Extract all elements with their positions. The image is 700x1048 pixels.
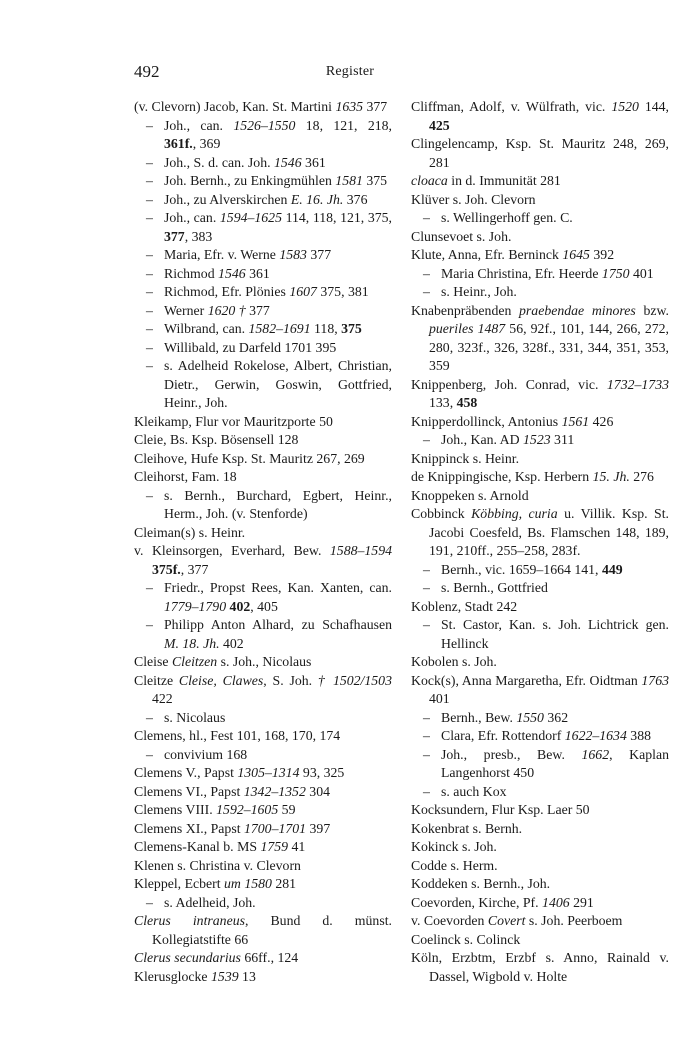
index-entry: Clerus intraneus, Bund d. münst. Kollegiatstifte 66 <box>134 913 392 947</box>
index-subentry: – Richmod, Efr. Plönies 1607 375, 381 <box>134 283 392 302</box>
index-entry: Coevorden, Kirche, Pf. 1406 291 <box>411 894 594 910</box>
index-entry: Klute, Anna, Efr. Berninck 1645 392 <box>411 247 615 262</box>
dash-marker: – <box>146 284 153 299</box>
index-entry: Clemens, hl., Fest 101, 168, 170, 174 <box>134 728 341 743</box>
index-entry: v. Coevorden Covert s. Joh. Peerboem <box>411 913 623 928</box>
dash-marker: – <box>146 339 153 355</box>
index-subentry: – s. auch Kox <box>411 783 669 802</box>
index-entry: Cleitze Cleise, Clawes, S. Joh. † 1502/1503 422 <box>134 672 392 706</box>
index-entry: Cleihorst, Fam. 18 <box>134 469 237 484</box>
index-entry: Knoppeken s. Arnold <box>411 487 529 503</box>
dash-marker: – <box>146 487 153 503</box>
dash-marker: – <box>146 117 153 133</box>
dash-marker: – <box>146 210 153 225</box>
dash-marker: – <box>423 728 430 743</box>
dash-marker: – <box>423 432 430 447</box>
index-entry: v. Kleinsorgen, Everhard, Bew. 1588–1594 375f., 377 <box>134 543 392 577</box>
index-subentry: – Wilbrand, can. 1582–1691 118, 375 <box>134 320 392 339</box>
index-entry: Knippinck s. Heinr. <box>411 450 520 466</box>
dash-marker: – <box>423 783 430 799</box>
index-entry: Klüver s. Joh. Clevorn <box>411 191 536 207</box>
dash-marker: – <box>423 580 430 595</box>
index-subentry: – Joh., S. d. can. Joh. 1546 361 <box>134 154 392 173</box>
index-entry: Köln, Erzbtm, Erzbf s. Anno, Rainald v. Dassel, Wigbold v. Holte <box>411 950 669 984</box>
index-entry: Clemens XI., Papst 1700–1701 397 <box>134 820 331 836</box>
index-subentry: – Friedr., Propst Rees, Kan. Xanten, can. 1779–1790 402, 405 <box>146 580 392 614</box>
index-entry: Cleie, Bs. Ksp. Bösensell 128 <box>134 432 299 447</box>
index-subentry: – Joh., presb., Bew. 1662, Kaplan Langenhorst 450 <box>423 746 669 780</box>
index-entry: Kobolen s. Joh. <box>411 654 497 669</box>
index-entry: Cobbinck Köbbing, curia u. Villik. Ksp. St. Jacobi Coesfeld, Bs. Flamschen 148, 189, 191, 210ff., 255–258, 283f. <box>411 506 669 558</box>
index-entry: Clemens-Kanal b. MS 1759 41 <box>134 839 306 854</box>
dash-marker: – <box>146 321 153 336</box>
index-subentry: – Joh., Kan. AD 1523 311 <box>411 431 669 450</box>
index-entry: Cleiman(s) s. Heinr. <box>134 524 246 540</box>
dash-marker: – <box>423 265 430 281</box>
index-entry: Cliffman, Adolf, v. Wülfrath, vic. 1520 144, 425 <box>411 99 670 133</box>
index-subentry: – convivium 168 <box>134 746 392 765</box>
index-subentry: – Joh. Bernh., zu Enkingmühlen 1581 375 <box>134 172 392 191</box>
dash-marker: – <box>146 302 153 318</box>
index-subentry: – Philipp Anton Alhard, zu Schafhausen M. 18. Jh. 402 <box>146 617 392 651</box>
running-title: Register <box>325 64 375 79</box>
index-entry: (v. Clevorn) Jacob, Kan. St. Martini 1635 377 <box>134 99 388 114</box>
dash-marker: – <box>423 746 430 762</box>
index-subentry: – s. Bernh., Gottfried <box>411 579 669 598</box>
index-entry: Clemens VIII. 1592–1605 59 <box>134 802 296 817</box>
dash-marker: – <box>146 247 153 262</box>
index-entry: Kleikamp, Flur vor Mauritzporte 50 <box>134 413 333 429</box>
index-entry: Clemens VI., Papst 1342–1352 304 <box>134 783 330 799</box>
index-entry: Coelinck s. Colinck <box>411 931 521 947</box>
index-subentry: – Willibald, zu Darfeld 1701 395 <box>134 339 392 358</box>
index-entry: Clerus secundarius 66ff., 124 <box>134 950 299 965</box>
index-entry: Kleppel, Ecbert um 1580 281 <box>134 876 297 891</box>
dash-marker: – <box>146 617 153 632</box>
index-entry: Cleihove, Hufe Ksp. St. Mauritz 267, 269 <box>134 450 365 466</box>
index-entry: Cleise Cleitzen s. Joh., Nicolaus <box>134 654 312 669</box>
index-subentry: – Richmod 1546 361 <box>134 265 392 284</box>
index-subentry: – Werner 1620 † 377 <box>134 302 392 321</box>
index-subentry: – s. Bernh., Burchard, Egbert, Heinr., Herm., Joh. (v. Stenforde) <box>146 487 392 521</box>
dash-marker: – <box>423 210 430 225</box>
index-subentry: – Bernh., vic. 1659–1664 141, 449 <box>411 561 669 580</box>
index-subentry: – Joh., can. 1526–1550 18, 121, 218, 361f., 369 <box>146 117 392 151</box>
index-entry: Clemens V., Papst 1305–1314 93, 325 <box>134 765 345 780</box>
dash-marker: – <box>146 894 153 910</box>
index-entry: Knippenberg, Joh. Conrad, vic. 1732–1733 133, 458 <box>411 376 669 410</box>
index-column-left <box>134 98 392 986</box>
index-subentry: – s. Adelheid, Joh. <box>134 894 392 913</box>
index-entry: Clunsevoet s. Joh. <box>411 228 512 244</box>
dash-marker: – <box>146 173 153 188</box>
index-subentry: – Joh., can. 1594–1625 114, 118, 121, 375, 377, 383 <box>146 210 392 244</box>
dash-marker: – <box>146 265 153 281</box>
index-subentry: – Bernh., Bew. 1550 362 <box>411 709 669 728</box>
index-entry: cloaca in d. Immunität 281 <box>411 173 561 188</box>
dash-marker: – <box>146 154 153 170</box>
index-entry: Klerusglocke 1539 13 <box>134 968 256 984</box>
index-entry: Knipperdollinck, Antonius 1561 426 <box>411 413 614 429</box>
index-subentry: – Joh., zu Alverskirchen E. 16. Jh. 376 <box>134 191 392 210</box>
index-subentry: – Clara, Efr. Rottendorf 1622–1634 388 <box>411 727 669 746</box>
index-entry: Codde s. Herm. <box>411 857 498 873</box>
dash-marker: – <box>146 580 153 595</box>
index-entry: Koblenz, Stadt 242 <box>411 598 518 614</box>
index-subentry: – St. Castor, Kan. s. Joh. Lichtrick gen. Hellinck <box>423 617 669 651</box>
index-subentry: – s. Nicolaus <box>134 709 392 728</box>
index-entry: de Knippingische, Ksp. Herbern 15. Jh. 276 <box>411 469 654 484</box>
index-column-right <box>411 98 669 986</box>
index-entry: Clingelencamp, Ksp. St. Mauritz 248, 269, 281 <box>411 136 669 170</box>
index-entry: Klenen s. Christina v. Clevorn <box>134 857 301 873</box>
dash-marker: – <box>146 746 153 762</box>
dash-marker: – <box>423 561 430 577</box>
page-number: 492 <box>134 62 160 81</box>
index-subentry: – s. Adelheid Rokelose, Albert, Christian, Dietr., Gerwin, Goswin, Gottfried, Heinr., Joh. <box>146 358 392 410</box>
index-entry: Kokenbrat s. Bernh. <box>411 820 523 836</box>
dash-marker: – <box>423 709 430 725</box>
dash-marker: – <box>146 358 153 373</box>
index-entry: Kocksundern, Flur Ksp. Laer 50 <box>411 802 590 817</box>
index-subentry: – Maria, Efr. v. Werne 1583 377 <box>134 246 392 265</box>
index-entry: Koddeken s. Bernh., Joh. <box>411 876 551 891</box>
index-subentry: – s. Wellingerhoff gen. C. <box>411 209 669 228</box>
index-entry: Knabenpräbenden praebendae minores bzw. pueriles 1487 56, 92f., 101, 144, 266, 272, 280, 323f., 326, 328f., 331, 344, 351, 353, 359 <box>411 302 669 373</box>
dash-marker: – <box>146 191 153 207</box>
index-entry: Kock(s), Anna Margaretha, Efr. Oidtman 1763 401 <box>411 672 669 706</box>
index-entry: Kokinck s. Joh. <box>411 839 497 854</box>
dash-marker: – <box>423 617 430 632</box>
dash-marker: – <box>423 284 430 299</box>
index-subentry: – s. Heinr., Joh. <box>411 283 669 302</box>
dash-marker: – <box>146 709 153 725</box>
index-subentry: – Maria Christina, Efr. Heerde 1750 401 <box>411 265 669 284</box>
